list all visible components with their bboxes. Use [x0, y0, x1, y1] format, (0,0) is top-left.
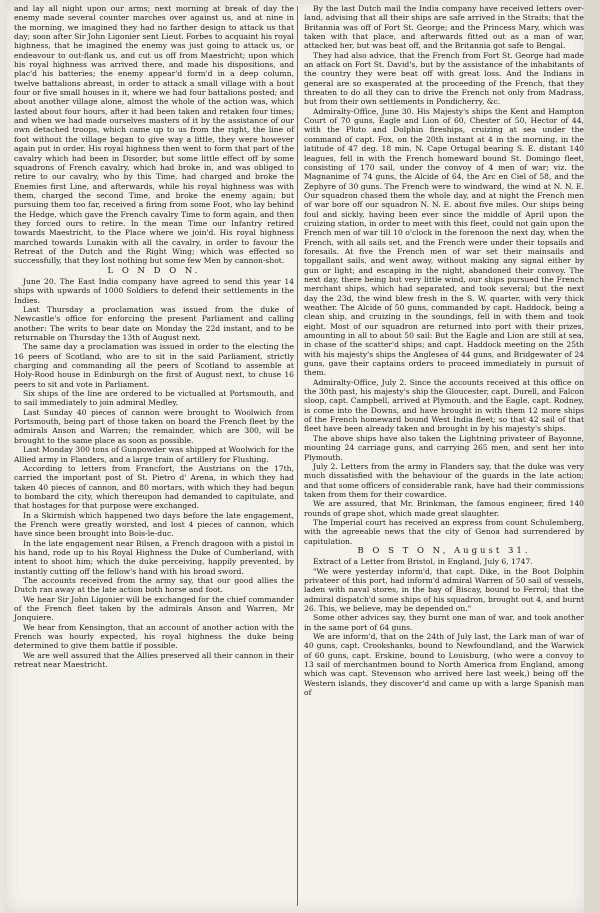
article-paragraph: We hear from Kensington, that an account of another action with the French was hourly expected, his royal highness the duke being determined to give them battle if possible. [14, 622, 294, 651]
article-paragraph: In the late engagement near Bilsen, a French dragoon with a pistol in his hand, rode up to his Royal Highness the Duke of Cumberland, with intent to shoot him; which the duke perceiving, happily prevented, by instantly cutting off the fellow's hand with his broad sword. [14, 538, 294, 576]
article-paragraph: The accounts received from the army say, that our good allies the Dutch ran away at the late action both horse and foot. [14, 575, 294, 595]
article-paragraph: Six ships of the line are ordered to be victualled at Portsmouth, and to sail immediately to join admiral Medley. [14, 389, 294, 408]
newspaper-page [4, 0, 588, 913]
article-paragraph: "We were yesterday inform'd, that capt. Dike, in the Boot Dolphin privateer of this port, had inform'd admiral Warren of 50 sail of vessels, laden with naval stores, in the bay of Biscay, bound to Ferrol; that the admiral dispatch'd some ships of his squadron, brought out 4, and burnt 26. This, we believe, may be depended on." [304, 566, 584, 613]
boston-heading: B O S T O N, August 31. [357, 545, 531, 556]
left-column [14, 4, 294, 669]
article-paragraph: They had also advice, that the French from Fort St. George had made an attack on Fort St. David's, but by the assistance of the inhabitants of the country they were beat off with great loss. And the Indians in general are so exasperated at the proceeding of the French, that they threaten to do all they can to drive the French not only from Madrass, but from their own settlements in Pondicherry, &c. [304, 50, 584, 107]
article-paragraph: The Imperial court has received an express from count Schulemberg, with the agreeable news that the city of Genoa had surrendered by capitulation. [304, 517, 584, 546]
page-gutter-edge [584, 0, 600, 913]
article-paragraph: Last Thursday a proclamation was issued from the duke of Newcastle's office for enforcing the present Parliament and calling another: The writs to bear date on Monday the 22d instant, and to be returnable on Thursday the 13th of August next. [14, 305, 294, 343]
article-paragraph: In a Skirmish which happened two days before the late engagement, the French were greatly worsted, and lost 4 pieces of cannon, which have since been brought into Bois-le-duc. [14, 510, 294, 539]
admiralty-report: Admiralty-Office, July 2. Since the accounts received at this office on the 30th past, his majesty's ship the Gloucester, capt. Durell, and Falcon sloop, capt. Campbell, arrived at Plymouth, and the Eagle, capt. Rodney, is come into the Downs, and have brought in with them 12 more ships of the French homeward bound West India fleet; so that 42 sail of that fleet have been already taken and brought in by his majesty's ships. [304, 377, 584, 434]
article-paragraph: We hear Sir John Ligonier will be exchanged for the chief commander of the French fleet taken by the admirals Anson and Warren, Mr Jonquiere. [14, 594, 294, 623]
article-paragraph: and lay all night upon our arms; next morning at break of day the enemy made several counter marches over against us, and at nine in the morning, we imagined they had no farther design to attack us that day; soon after Sir John Ligonier sent Lieut. Forbes to acquaint his royal highness, that he imagined the enemy was just going to attack us, or endeavour to out-flank us, and cut us off from Maestricht; upon which his royal highness was arrived there, and made his dispositions, and plac'd his batteries; the enemy appear'd form'd in a deep column, twelve battalions abreast, in order to attack a small village with a bout four or five small houses in it, where we had four battalions posted; and about another village alone, almost the whole of the action was, which lasted about four hours, after it had been taken and retaken four times; and when we had made ourselves masters of it by the assistance of our own detached troops, which came up to us from the right, the line of foot without the village began to give way a little, they were however again put in order. His royal highness then went to form that part of the cavalry which had been in Disorder, but some little effect off by some squadrons of French cavalry, which had broke in, and was obliged to retire to our cavalry, who by this Time, had charged and broke the Enemies first Line, and afterwards, while his royal highness was with them, charged the second Time, and broke the enemy again; but pursuing them too far, received a firing from some Foot, who lay behind the Hedge, which gave the French cavalry Time to form again, and then they forced ours to retire. In the mean Time our Infantry retired towards Maestricht, to the Place where we join'd. His royal highness marched towards Lunakin with all the cavalry, in order to favour the Retreat of the Dutch and the Right Wing; which was effected so successfully, that they lost nothing but some few Men by cannon-shot. [14, 4, 294, 266]
article-paragraph: According to letters from Francfort, the Austrians on the 17th, carried the important post of St. Pietro d' Arena, in which they had taken 40 pieces of cannon, and 80 mortars, with which they had begun to bombard the city, which thereupon had demanded to capitulate, and that hostages for that purpose were exchanged. [14, 463, 294, 511]
article-paragraph: We are inform'd, that on the 24th of July last, the Lark man of war of 40 guns, capt. Crookshanks, bound to Newfoundland, and the Warwick of 60 guns, capt. Erskine, bound to Louisburg, (who were a convoy to 13 sail of merchantmen bound to North America from England, among which was capt. Stevenson who arrived here last week,) being off the Western islands, they discover'd and came up with a large Spanish man of [304, 632, 584, 698]
article-paragraph: Some other advices say, they burnt one man of war, and took another in the same port of 64 guns. [304, 613, 584, 632]
article-paragraph: June 20. The East India company have agreed to send this year 14 ships with upwards of 1000 Soldiers to defend their settlements in the Indies. [14, 276, 294, 305]
article-paragraph: July 2. Letters from the army in Flanders say, that the duke was very much dissatisfied with the behaviour of the guards in the late action; and that some officers of considerable rank, have had their commissions taken from them for their cowardice. [304, 461, 584, 499]
article-paragraph: By the last Dutch mail the India company have received letters over-land, advising that all their ships are safe arrived in the Straits; that the Britannia was off of Fort St. George; and the Princess Mary, which was taken with that place, and afterwards fitted out as a man of war, attacked her, but was beat off, and the Britannia got safe to Bengal. [304, 4, 584, 51]
extract-title: Extract of a Letter from Bristol, in England, July 6, 1747. [313, 557, 533, 567]
article-paragraph: Last Sunday 40 pieces of cannon were brought to Woolwich from Portsmouth, being part of those taken on board the French fleet by the admirals Anson and Warren; the remainder, which are 300, will be brought to the same place as soon as possible. [14, 407, 294, 445]
right-column [304, 4, 584, 697]
article-paragraph: Last Monday 300 tons of Gunpowder was shipped at Woolwich for the Allied army in Flanders, and a large train of artillery for Flushing. [14, 445, 294, 464]
admiralty-report: Admiralty-Office, June 30. His Majesty's ships the Kent and Hampton Court of 70 guns, Eagle and Lion of 60, Chester of 50, Hector of 44, with the Pluto and Dolphin fireships, cruizing at sea under the command of capt. Fox, on the 20th instant at 4 in the morning, in the latitude of 47 deg. 18 min. N. Cape Ortugal bearing S. E. distant 140 leagues, fell in with the French homeward bound St. Domingo fleet, consisting of 170 sail, under the convoy of 4 men of war; viz. the Magnanime of 74 guns, the Alcide of 64, the Arc en Ciel of 58, and the Zephyre of 30 guns. The French were to windward, the wind at N. N. E. Our squadron chased them the whole day, and at night the French men of war bore off our squadron N. N. E. about five miles. Our ships being foul and sickly, having been ever since the middle of April upon the cruizing station, in order to meet with this fleet, could not gain upon the French men of war till 10 o'clock in the forenoon the next day, when the French, with all sails set, and the French were under their topsails and foresails. At five the French men of war set their mainsails and topgallant sails, and went away, without making any signal either by gun or light; and escaping in the night, abandoned their convoy. The next day, there being but very little wind, our ships pursued the French merchant ships, which had separated, and took several; but the next day the 23d, the wind blew fresh in the S. W. quarter, with very thick weather. The Alcide of 50 guns, commanded by capt. Haddock, being a clean ship, and cruizing in the soundings, fell in with them and took eight. Most of our squadron are returned into port with their prizes, amounting in all to about 50 sail: But the Eagle and Lion are still at sea, in chase of the scatter'd ships; and capt. Haddock meeting on the 25th with his majesty's ships the Anglesea of 44 guns, and Bridgewater of 24 guns, gave their captains orders to proceed immediately in pursuit of them. [304, 106, 584, 378]
column-divider [297, 6, 298, 906]
article-paragraph: The same day a proclamation was issued in order to the electing the 16 peers of Scotland, who are to sit in the said Parliament, strictly charging and commanding all the peers of Scotland to assemble at Holy-Rood house in Edinburgh on the first of August next, to chuse 16 peers to sit and vote in Parliament. [14, 342, 294, 389]
article-paragraph: We are well assured that the Allies preserved all their cannon in their retreat near Maestricht. [14, 650, 294, 670]
article-paragraph: The above ships have also taken the Lightning privateer of Bayonne, mounting 24 carriage guns, and carrying 265 men, and sent her into Plymouth. [304, 433, 584, 462]
london-heading: L O N D O N. [107, 265, 201, 276]
article-paragraph: We are assured, that Mr. Brinkman, the famous engineer, fired 140 rounds of grape shot, which made great slaughter. [304, 499, 584, 518]
